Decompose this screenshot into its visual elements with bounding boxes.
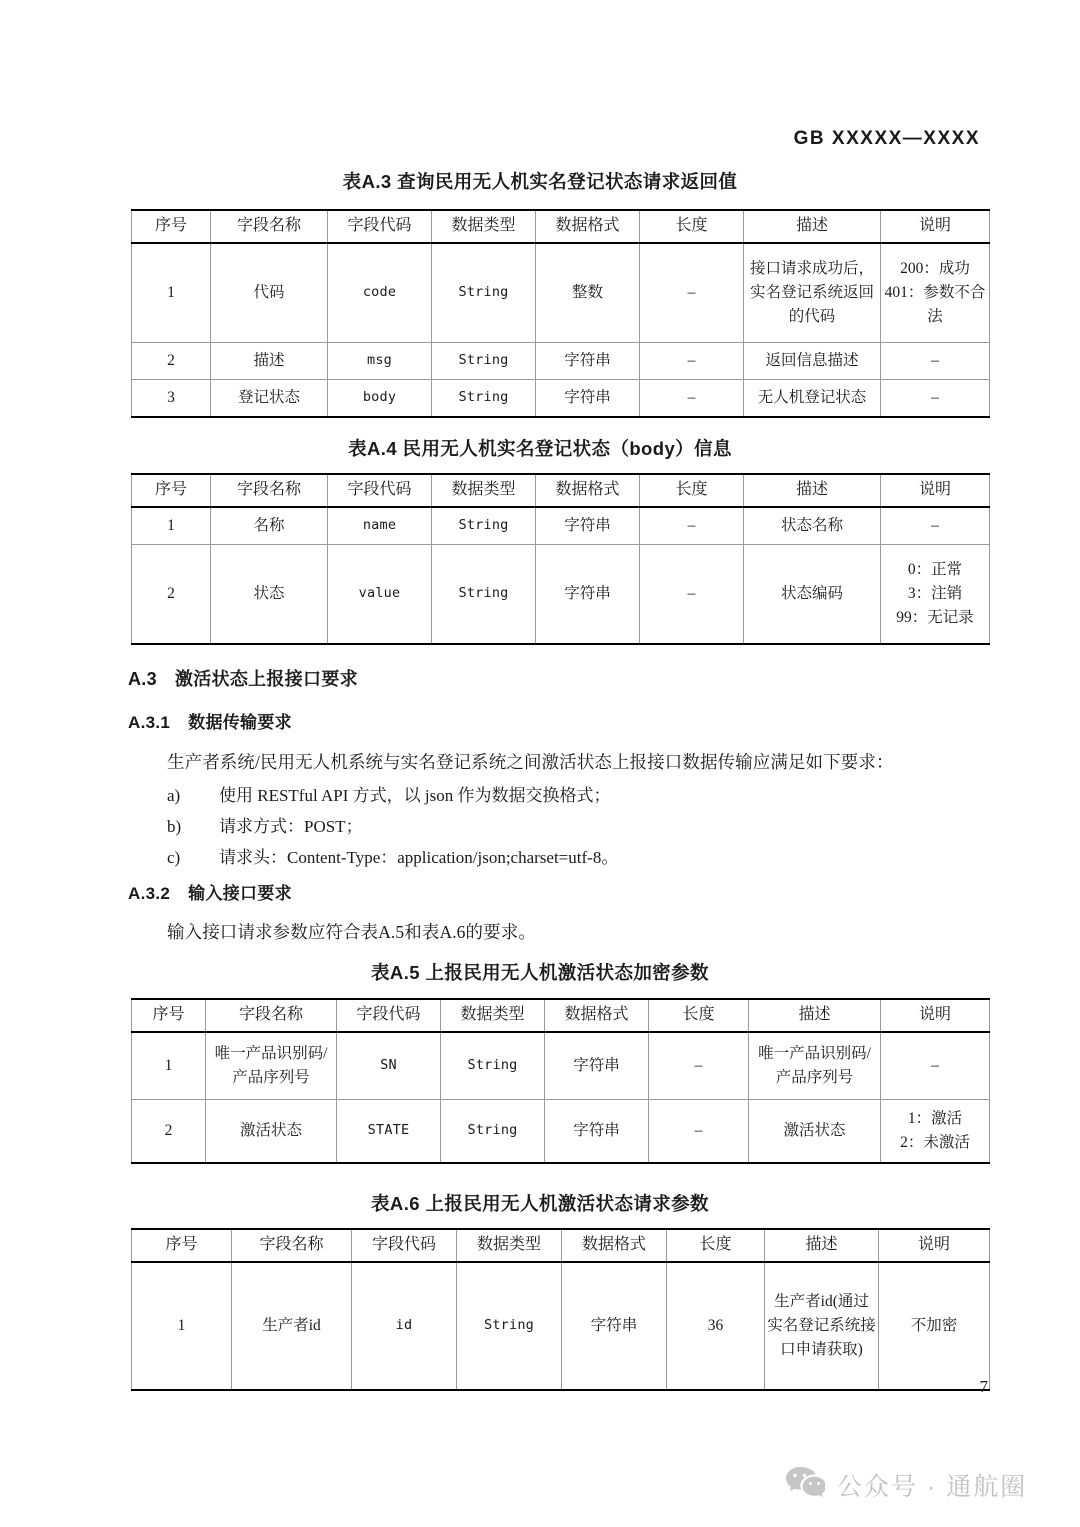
cell-data-type: String — [432, 544, 536, 644]
remark-line: 0：正常 — [907, 560, 963, 578]
table-row — [132, 1099, 990, 1163]
cell-description: 返回信息描述 — [744, 342, 881, 379]
column-header-data-type: 数据类型 — [432, 474, 536, 507]
column-header-field-name: 字段名称 — [211, 474, 328, 507]
column-header-description: 描述 — [744, 474, 881, 507]
column-header-field-name: 字段名称 — [232, 1229, 352, 1262]
cell-field-code: name — [328, 507, 432, 545]
cell-remark — [881, 544, 990, 644]
column-header-remark: 说明 — [881, 999, 990, 1032]
cell-data-type: String — [441, 1032, 545, 1100]
cell-seq: 1 — [132, 1262, 232, 1390]
column-header-description: 描述 — [765, 1229, 879, 1262]
cell-seq: 1 — [132, 243, 211, 343]
column-header-seq: 序号 — [132, 1229, 232, 1262]
table-a6-caption: 表A.6 上报民用无人机激活状态请求参数 — [371, 1193, 709, 1214]
table-row — [132, 379, 990, 417]
list-marker: a) — [167, 786, 181, 805]
cell-length: – — [649, 1099, 749, 1163]
cell-data-type: String — [432, 342, 536, 379]
column-header-remark: 说明 — [881, 210, 990, 243]
cell-seq: 2 — [132, 544, 211, 644]
cell-length: – — [640, 342, 744, 379]
cell-description: 状态名称 — [744, 507, 881, 545]
column-header-length: 长度 — [640, 474, 744, 507]
paragraph-a31-intro: 生产者系统/民用无人机系统与实名登记系统之间激活状态上报接口数据传输应满足如下要求： — [167, 752, 894, 772]
cell-description: 唯一产品识别码/产品序列号 — [749, 1032, 881, 1100]
cell-description: 生产者id(通过实名登记系统接口申请获取) — [765, 1262, 879, 1390]
heading-a31-number: A.3.1 — [128, 713, 171, 732]
cell-seq: 1 — [132, 1032, 206, 1100]
table-header-row — [132, 999, 990, 1032]
paragraph-a32-intro: 输入接口请求参数应符合表A.5和表A.6的要求。 — [167, 922, 536, 942]
cell-data-type: String — [432, 243, 536, 343]
column-header-field-code: 字段代码 — [328, 210, 432, 243]
cell-data-type: String — [432, 379, 536, 417]
cell-length: – — [640, 379, 744, 417]
cell-length: – — [640, 243, 744, 343]
table-row — [132, 342, 990, 379]
column-header-description: 描述 — [749, 999, 881, 1032]
table-a5 — [131, 998, 990, 1164]
heading-a3-number: A.3 — [128, 669, 157, 689]
list-marker: b) — [167, 817, 182, 836]
column-header-field-name: 字段名称 — [211, 210, 328, 243]
cell-description: 无人机登记状态 — [744, 379, 881, 417]
cell-field-code: code — [328, 243, 432, 343]
remark-line: 1：激活 — [907, 1109, 963, 1127]
cell-length: – — [640, 544, 744, 644]
heading-a32-number: A.3.2 — [128, 884, 171, 903]
cell-field-code: msg — [328, 342, 432, 379]
table-a3 — [131, 209, 990, 418]
cell-data-format: 字符串 — [545, 1099, 649, 1163]
cell-field-code: body — [328, 379, 432, 417]
heading-a3-title: 激活状态上报接口要求 — [174, 669, 358, 689]
cell-field-code: value — [328, 544, 432, 644]
cell-remark: 200：成功 401：参数不合法 — [881, 243, 990, 343]
cell-data-format: 字符串 — [536, 507, 640, 545]
column-header-length: 长度 — [649, 999, 749, 1032]
table-a3-caption: 表A.3 查询民用无人机实名登记状态请求返回值 — [342, 171, 738, 192]
list-item-text: 请求方式：POST； — [219, 817, 363, 836]
column-header-data-type: 数据类型 — [441, 999, 545, 1032]
heading-a31-title: 数据传输要求 — [188, 713, 292, 732]
wechat-icon — [785, 1465, 825, 1504]
list-marker: c) — [167, 848, 181, 867]
page-number: 7 — [979, 1377, 988, 1396]
column-header-length: 长度 — [640, 210, 744, 243]
cell-field-code: STATE — [337, 1099, 441, 1163]
table-row — [132, 544, 990, 644]
column-header-field-name: 字段名称 — [206, 999, 337, 1032]
cell-field-name: 描述 — [211, 342, 328, 379]
cell-data-format: 整数 — [536, 243, 640, 343]
table-header-row — [132, 474, 990, 507]
cell-field-name: 唯一产品识别码/产品序列号 — [206, 1032, 337, 1100]
column-header-data-format: 数据格式 — [536, 474, 640, 507]
column-header-seq: 序号 — [132, 474, 211, 507]
table-a6 — [131, 1228, 990, 1391]
cell-remark: – — [881, 379, 990, 417]
remark-line: 99：无记录 — [896, 608, 974, 626]
table-a4-caption: 表A.4 民用无人机实名登记状态（body）信息 — [348, 438, 732, 459]
cell-seq: 2 — [132, 1099, 206, 1163]
list-item-c — [167, 843, 618, 868]
column-header-data-format: 数据格式 — [536, 210, 640, 243]
cell-description: 接口请求成功后，实名登记系统返回的代码 — [744, 243, 881, 343]
list-item-a — [167, 781, 611, 806]
cell-remark: – — [881, 342, 990, 379]
heading-a32-title: 输入接口要求 — [188, 884, 292, 903]
cell-remark: – — [881, 507, 990, 545]
column-header-seq: 序号 — [132, 210, 211, 243]
table-header-row — [132, 210, 990, 243]
list-item-text: 请求头：Content-Type：application/json;charset=utf-8。 — [219, 848, 619, 867]
cell-seq: 3 — [132, 379, 211, 417]
heading-a31 — [128, 708, 292, 733]
column-header-remark: 说明 — [881, 474, 990, 507]
list-item-text: 使用 RESTful API 方式，以 json 作为数据交换格式； — [219, 786, 611, 805]
table-row — [132, 1262, 990, 1390]
table-a4 — [131, 473, 990, 645]
watermark-text: 公众号 · 通航圈 — [837, 1472, 1028, 1501]
column-header-length: 长度 — [667, 1229, 765, 1262]
cell-seq: 1 — [132, 507, 211, 545]
table-row — [132, 507, 990, 545]
table-row — [132, 1032, 990, 1100]
cell-data-format: 字符串 — [562, 1262, 667, 1390]
column-header-field-code: 字段代码 — [337, 999, 441, 1032]
column-header-remark: 说明 — [879, 1229, 990, 1262]
cell-length: – — [649, 1032, 749, 1100]
table-header-row — [132, 1229, 990, 1262]
cell-data-format: 字符串 — [536, 544, 640, 644]
cell-data-type: String — [432, 507, 536, 545]
cell-data-format: 字符串 — [545, 1032, 649, 1100]
standard-code-header: GB XXXXX—XXXX — [793, 128, 980, 149]
cell-field-name: 状态 — [211, 544, 328, 644]
cell-description: 激活状态 — [749, 1099, 881, 1163]
cell-field-name: 代码 — [211, 243, 328, 343]
cell-field-name: 生产者id — [232, 1262, 352, 1390]
cell-field-name: 名称 — [211, 507, 328, 545]
cell-remark — [881, 1099, 990, 1163]
heading-a32 — [128, 879, 292, 904]
cell-field-code: SN — [337, 1032, 441, 1100]
column-header-data-type: 数据类型 — [457, 1229, 562, 1262]
table-row — [132, 243, 990, 343]
column-header-data-format: 数据格式 — [545, 999, 649, 1032]
cell-data-type: String — [441, 1099, 545, 1163]
heading-a3 — [128, 665, 358, 691]
cell-field-name: 登记状态 — [211, 379, 328, 417]
table-a5-caption: 表A.5 上报民用无人机激活状态加密参数 — [371, 962, 709, 983]
column-header-description: 描述 — [744, 210, 881, 243]
cell-length: 36 — [667, 1262, 765, 1390]
cell-data-format: 字符串 — [536, 379, 640, 417]
column-header-data-format: 数据格式 — [562, 1229, 667, 1262]
cell-field-name: 激活状态 — [206, 1099, 337, 1163]
cell-data-format: 字符串 — [536, 342, 640, 379]
watermark — [785, 1465, 1027, 1504]
list-item-b — [167, 812, 363, 837]
remark-line: 2：未激活 — [900, 1133, 970, 1151]
cell-remark: – — [881, 1032, 990, 1100]
column-header-seq: 序号 — [132, 999, 206, 1032]
cell-field-code: id — [352, 1262, 457, 1390]
column-header-data-type: 数据类型 — [432, 210, 536, 243]
column-header-field-code: 字段代码 — [328, 474, 432, 507]
cell-length: – — [640, 507, 744, 545]
cell-data-type: String — [457, 1262, 562, 1390]
cell-description: 状态编码 — [744, 544, 881, 644]
remark-line: 3：注销 — [907, 584, 963, 602]
cell-remark: 不加密 — [879, 1262, 990, 1390]
column-header-field-code: 字段代码 — [352, 1229, 457, 1262]
cell-seq: 2 — [132, 342, 211, 379]
